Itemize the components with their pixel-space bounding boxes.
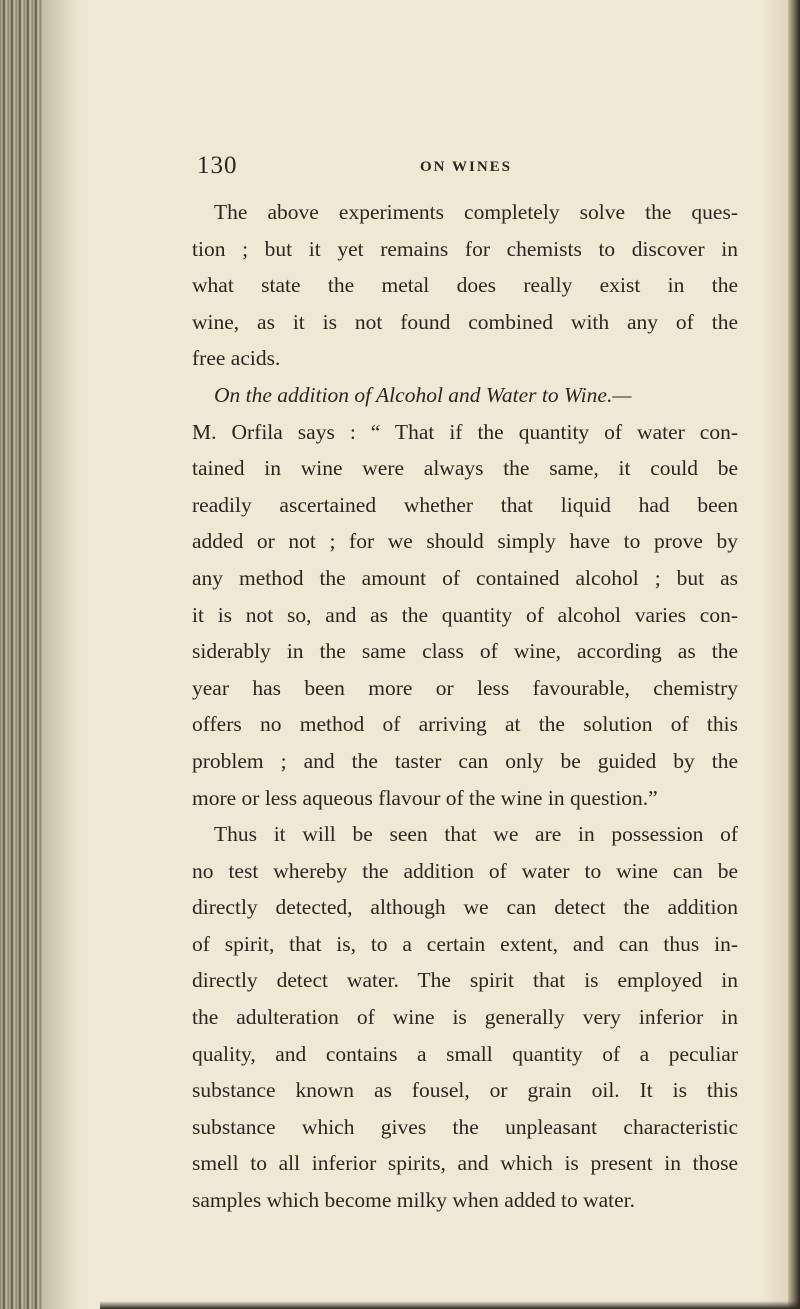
text-line: any method the amount of contained alcohol ; but as bbox=[192, 565, 738, 590]
text-line: free acids. bbox=[192, 346, 281, 371]
text-line: The above experiments completely solve the ques- bbox=[214, 200, 738, 224]
text-line: problem ; and the taster can only be guided by the bbox=[192, 748, 738, 773]
text-line: of spirit, that is, to a certain extent, and can thus in- bbox=[192, 931, 738, 956]
running-head-title: ON WINES bbox=[420, 159, 512, 175]
text-line: what state the metal does really exist in the bbox=[192, 273, 738, 298]
text-line: it is not so, and as the quantity of alcohol varies con- bbox=[192, 602, 738, 627]
text-line: Thus it will be seen that we are in possession of bbox=[214, 822, 738, 847]
text-line: smell to all inferior spirits, and which is present in those bbox=[192, 1151, 738, 1176]
text-line: tained in wine were always the same, it could be bbox=[192, 456, 738, 481]
text-line: quality, and contains a small quantity of a peculiar bbox=[192, 1041, 738, 1066]
body-text bbox=[192, 194, 738, 1219]
text-line: directly detected, although we can detect the addition bbox=[192, 895, 738, 920]
text-line: wine, as it is not found combined with any of the bbox=[192, 309, 738, 334]
gutter-shadow bbox=[42, 0, 82, 1309]
text-line: tion ; but it yet remains for chemists to discover in bbox=[192, 236, 738, 261]
section-heading bbox=[192, 377, 738, 414]
page-number: 130 bbox=[197, 152, 238, 179]
text-line: M. Orfila says : “ That if the quantity of water con- bbox=[192, 419, 738, 444]
page-edge-bottom bbox=[100, 1301, 800, 1309]
text-line: samples which become milky when added to water. bbox=[192, 1188, 636, 1213]
text-line: substance which gives the unpleasant characteristic bbox=[192, 1114, 738, 1139]
text-line: siderably in the same class of wine, according as the bbox=[192, 639, 738, 664]
section-heading-italic: On the addition of Alcohol and Water to Wine.— bbox=[214, 382, 632, 407]
text-line: directly detect water. The spirit that is employed in bbox=[192, 968, 738, 993]
text-line: added or not ; for we should simply have to prove by bbox=[192, 529, 738, 554]
text-line: the adulteration of wine is generally very inferior in bbox=[192, 1005, 738, 1030]
text-line: more or less aqueous flavour of the wine in question.” bbox=[192, 785, 658, 810]
page-gutter bbox=[0, 0, 42, 1309]
page-edge-right bbox=[788, 0, 800, 1309]
text-line: offers no method of arriving at the solution of this bbox=[192, 712, 738, 737]
text-line: year has been more or less favourable, chemistry bbox=[192, 675, 738, 700]
text-line: no test whereby the addition of water to wine can be bbox=[192, 858, 738, 883]
running-head bbox=[0, 152, 800, 192]
text-line: readily ascertained whether that liquid had been bbox=[192, 492, 738, 517]
text-line: substance known as fousel, or grain oil. It is this bbox=[192, 1078, 738, 1103]
